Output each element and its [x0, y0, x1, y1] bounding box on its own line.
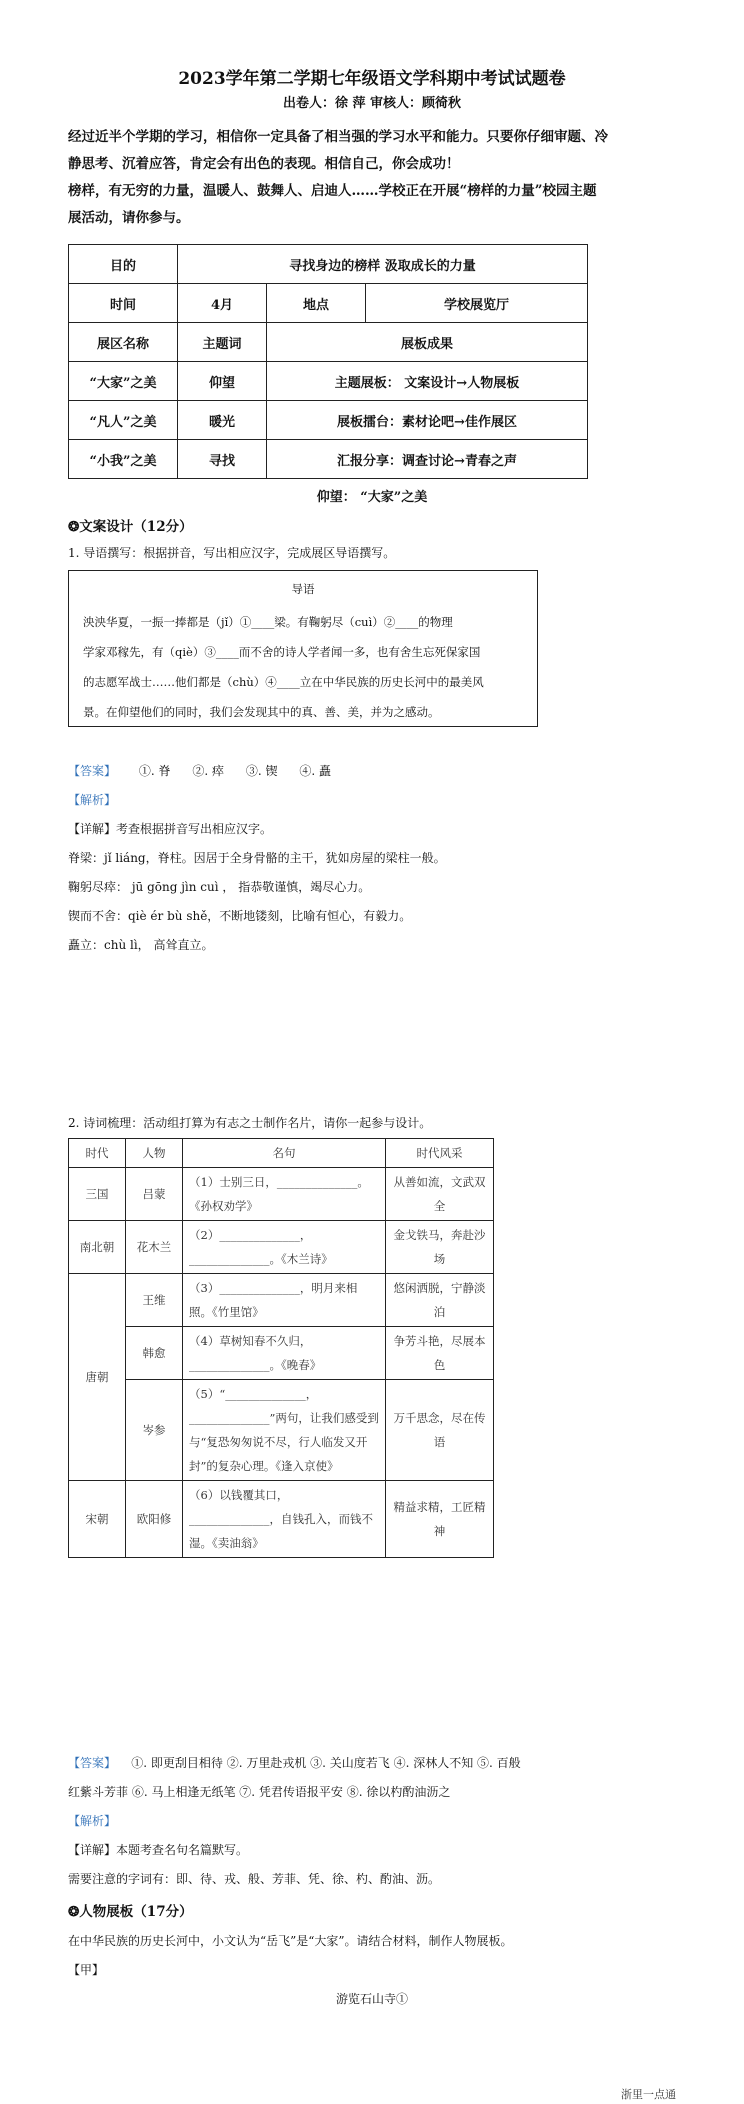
intro-line-4: 展活动，请你参与。 — [68, 210, 190, 226]
table-cell: 展区名称 — [69, 323, 178, 362]
footer-watermark: 浙里一点通 — [621, 2088, 676, 2101]
era-cell: 宋朝 — [69, 1481, 126, 1558]
table-row — [69, 1168, 494, 1221]
table-cell: 寻找 — [178, 440, 267, 479]
table-row — [69, 1380, 494, 1481]
analysis-label: 【解析】 — [68, 1814, 117, 1828]
guide-line: 景。在仰望他们的同时，我们会发现其中的真、善、美，并为之感动。 — [83, 705, 440, 719]
style-cell: 悠闲洒脱，宁静淡泊 — [386, 1274, 494, 1327]
style-cell: 金戈铁马，奔赴沙场 — [386, 1221, 494, 1274]
table-header: 名句 — [183, 1139, 386, 1168]
answer-item: ④. 矗 — [299, 764, 331, 778]
explanation-line: 锲而不舍：qiè ér bù shě，不断地镂刻，比喻有恒心，有毅力。 — [68, 909, 412, 923]
table-cell: 学校展览厅 — [366, 284, 588, 323]
person-cell: 韩愈 — [126, 1327, 183, 1380]
person-cell: 吕蒙 — [126, 1168, 183, 1221]
guide-line: 的志愿军战士……他们都是（chù）④____立在中华民族的历史长河中的最美风 — [83, 675, 484, 689]
table-header: 时代风采 — [386, 1139, 494, 1168]
table-row — [69, 1481, 494, 1558]
guide-text — [83, 607, 523, 727]
answer-label: 【答案】 — [68, 764, 117, 778]
question-2-prompt: 2. 诗词梳理：活动组打算为有志之士制作名片，请你一起参与设计。 — [68, 1116, 432, 1130]
answer-label: 【答案】 — [68, 1756, 117, 1770]
guide-line: 学家邓稼先，有（qiè）③____而不舍的诗人学者闻一多，也有舍生忘死保家国 — [83, 645, 481, 659]
era-cell: 三国 — [69, 1168, 126, 1221]
table-row — [69, 440, 588, 479]
table-cell: 展板擂台：素材论吧→佳作展区 — [267, 401, 588, 440]
style-cell: 争芳斗艳，尽展本色 — [386, 1327, 494, 1380]
table-cell: 地点 — [267, 284, 366, 323]
explanation-line: 脊梁：jǐ liáng，脊柱。因居于全身骨骼的主干，犹如房屋的梁柱一般。 — [68, 851, 446, 865]
question-1-prompt: 1. 导语撰写：根据拼音，写出相应汉字，完成展区导语撰写。 — [68, 546, 396, 560]
person-cell: 欧阳修 — [126, 1481, 183, 1558]
table-cell: 主题词 — [178, 323, 267, 362]
quote-cell: （5）“______________，______________”两句，让我们感受到与“复恐匆匆说不尽，行人临发又开封”的复杂心理。《逢入京使》 — [183, 1380, 386, 1481]
guide-title: 导语 — [291, 582, 315, 596]
table-header: 时代 — [69, 1139, 126, 1168]
answer-1 — [68, 762, 349, 780]
table-cell: “凡人”之美 — [69, 401, 178, 440]
style-cell: 精益求精，工匠精神 — [386, 1481, 494, 1558]
section-heading-copywriting: ❂文案设计（12分） — [68, 519, 193, 535]
table-cell: 目的 — [69, 245, 178, 284]
person-cell: 花木兰 — [126, 1221, 183, 1274]
intro-line-3: 榜样，有无穷的力量，温暖人、鼓舞人、启迪人……学校正在开展“榜样的力量”校园主题 — [68, 183, 597, 199]
table-row — [69, 401, 588, 440]
table-row — [69, 362, 588, 401]
table-cell: “小我”之美 — [69, 440, 178, 479]
poetry-table — [68, 1138, 494, 1558]
table-cell: 寻找身边的榜样 汲取成长的力量 — [178, 245, 588, 284]
quote-cell: （4）草树知春不久归，______________。《晚春》 — [183, 1327, 386, 1380]
authors-line: 出卷人：徐 萍 审核人：顾徛秋 — [282, 96, 462, 111]
guide-text-box — [68, 570, 538, 727]
detail-line: 【详解】本题考查名句名篇默写。 — [68, 1843, 249, 1857]
table-cell: 展板成果 — [267, 323, 588, 362]
person-cell: 王维 — [126, 1274, 183, 1327]
era-cell: 唐朝 — [69, 1274, 126, 1481]
table-header-row — [69, 1139, 494, 1168]
analysis-label: 【解析】 — [68, 793, 117, 807]
section-heading-profile: ❂人物展板（17分） — [68, 1904, 193, 1920]
answer-line: ①. 即更刮目相待 ②. 万里赴戎机 ③. 关山度若飞 ④. 深林人不知 ⑤. 百般 — [131, 1756, 521, 1770]
table-row — [69, 1327, 494, 1380]
poem-title: 游览石山寺① — [335, 1992, 408, 2006]
intro-line-1: 经过近半个学期的学习，相信你一定具备了相当强的学习水平和能力。只要你仔细审题、冷 — [68, 129, 608, 145]
table-cell: 汇报分享：调查讨论→青春之声 — [267, 440, 588, 479]
style-cell: 从善如流，文武双全 — [386, 1168, 494, 1221]
quote-cell: （3）______________，明月来相照。《竹里馆》 — [183, 1274, 386, 1327]
table-row — [69, 1221, 494, 1274]
note-line: 需要注意的字词有：即、待、戎、般、芳菲、凭、徐、杓、酌油、沥。 — [68, 1872, 441, 1886]
era-cell: 南北朝 — [69, 1221, 126, 1274]
style-cell: 万千思念，尽在传语 — [386, 1380, 494, 1481]
table-cell: 主题展板： 文案设计→人物展板 — [267, 362, 588, 401]
quote-cell: （2）______________，______________。《木兰诗》 — [183, 1221, 386, 1274]
table-cell: 暖光 — [178, 401, 267, 440]
table-cell: 仰望 — [178, 362, 267, 401]
table-header: 人物 — [126, 1139, 183, 1168]
page-title: 2023学年第二学期七年级语文学科期中考试试题卷 — [178, 69, 566, 89]
table-cell: 4月 — [178, 284, 267, 323]
answer-item: ③. 锲 — [245, 764, 278, 778]
section-text: 在中华民族的历史长河中，小文认为“岳飞”是“大家”。请结合材料，制作人物展板。 — [68, 1934, 513, 1948]
explanation-line: 鞠躬尽瘁： jū gōng jìn cuì ， 指恭敬谨慎，竭尽心力。 — [68, 880, 371, 894]
table-cell: “大家”之美 — [69, 362, 178, 401]
intro-line-2: 静思考、沉着应答，肯定会有出色的表现。相信自己，你会成功！ — [68, 156, 460, 172]
answer-line: 红紫斗芳菲 ⑥. 马上相逢无纸笔 ⑦. 凭君传语报平安 ⑧. 徐以杓酌油沥之 — [68, 1785, 451, 1799]
zone-heading: 仰望： “大家”之美 — [316, 490, 428, 505]
answer-item: ②. 瘁 — [192, 764, 225, 778]
table-row — [69, 1274, 494, 1327]
answer-item: ①. 脊 — [138, 764, 171, 778]
quote-cell: （6）以钱覆其口，______________，自钱孔入，而钱不湿。《卖油翁》 — [183, 1481, 386, 1558]
person-cell: 岑参 — [126, 1380, 183, 1481]
table-cell: 时间 — [69, 284, 178, 323]
activity-table — [68, 244, 588, 479]
answer-2 — [68, 1754, 688, 1772]
table-row — [69, 245, 588, 284]
material-label: 【甲】 — [68, 1963, 105, 1977]
guide-line: 泱泱华夏，一振一捧都是（jǐ）①____梁。有鞠躬尽（cuì）②____的物理 — [83, 615, 453, 629]
table-row — [69, 284, 588, 323]
quote-cell: （1）士别三日，______________。《孙权劝学》 — [183, 1168, 386, 1221]
table-row — [69, 323, 588, 362]
explanation-line: 矗立：chù lì， 高耸直立。 — [68, 938, 214, 952]
detail-line: 【详解】考查根据拼音写出相应汉字。 — [68, 822, 273, 836]
